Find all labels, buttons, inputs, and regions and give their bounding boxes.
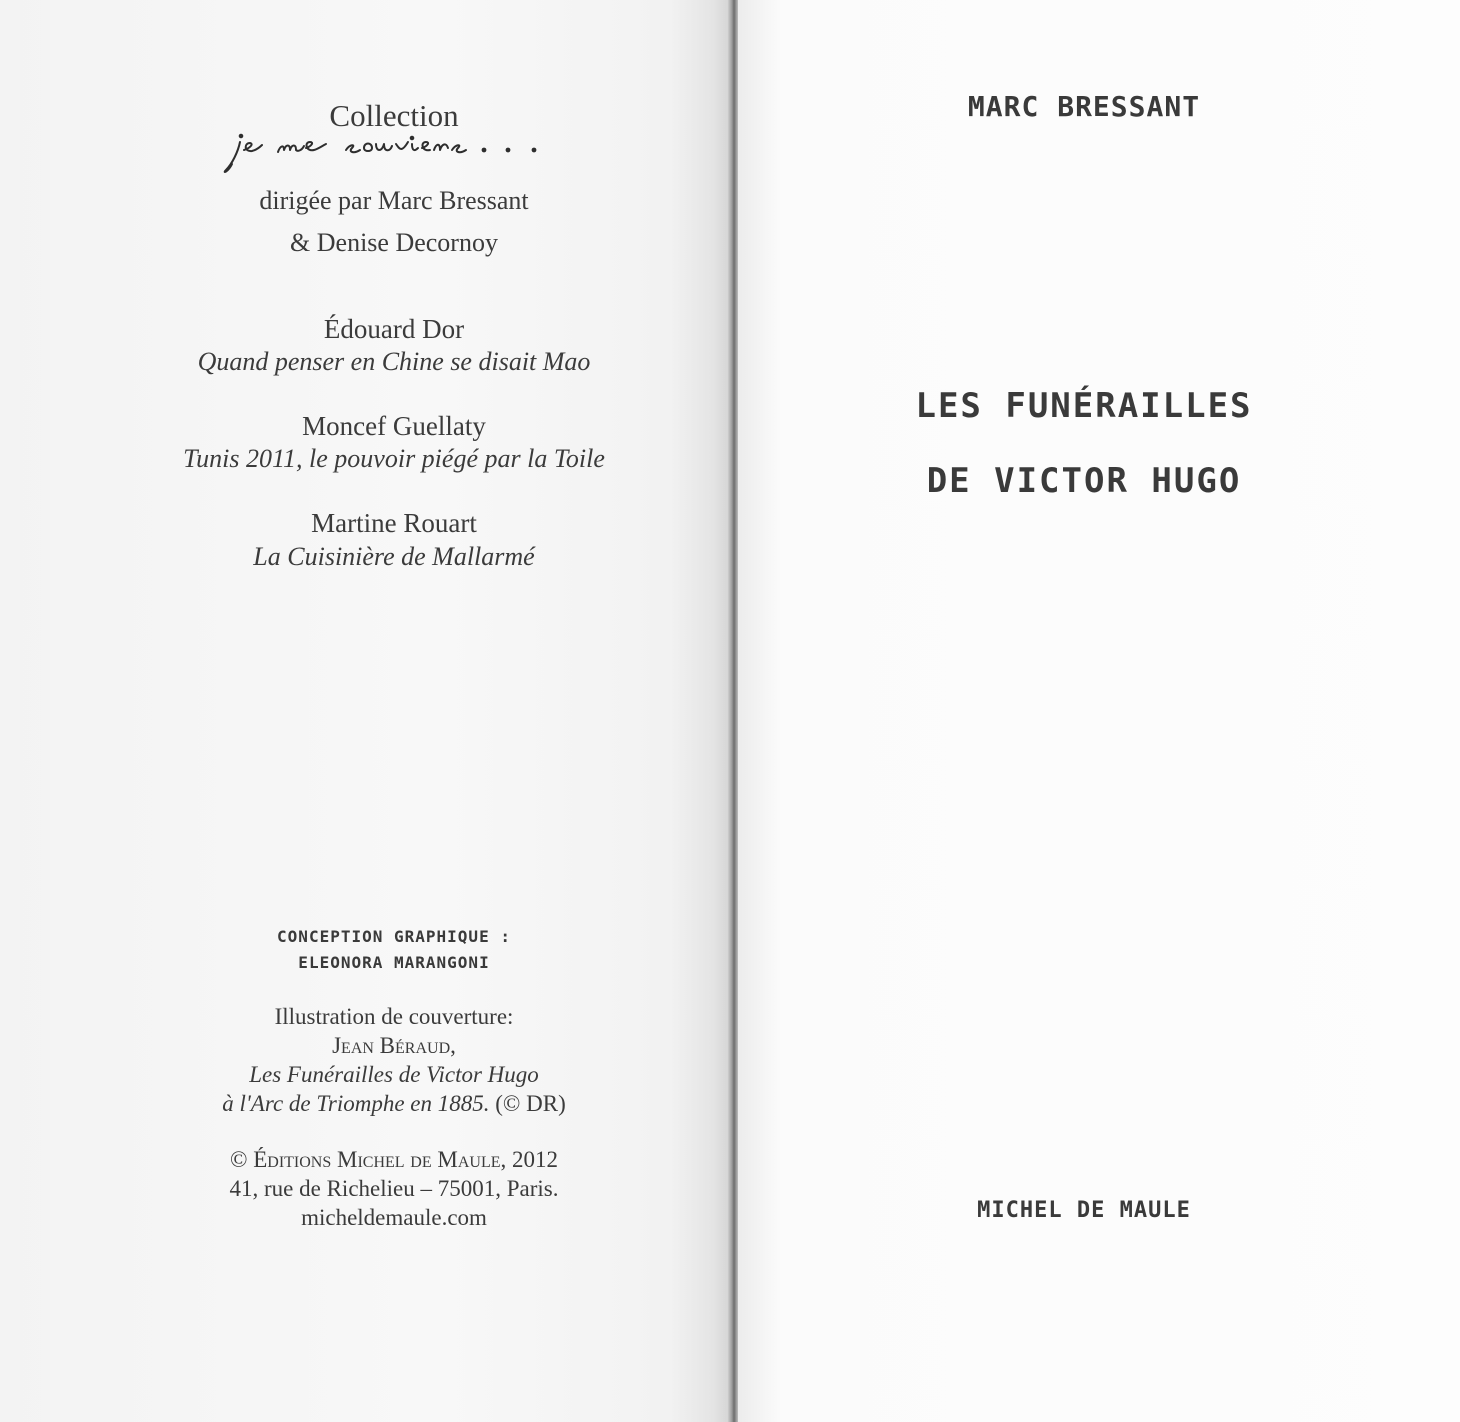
address-line: 41, rue de Richelieu – 75001, Paris. xyxy=(229,1176,559,1201)
book-author-1: Édouard Dor xyxy=(323,314,465,344)
book-title-2: Tunis 2011, le pouvoir piégé par la Toile xyxy=(183,444,605,473)
left-page xyxy=(0,0,728,1422)
book-author-2: Moncef Guellaty xyxy=(302,411,486,441)
design-credit-line2: ELEONORA MARANGONI xyxy=(298,953,490,972)
collection-script-text: je me souviens... xyxy=(218,130,225,131)
collection-script-logo xyxy=(218,130,548,180)
illustration-artist-name: Jean Béraud, xyxy=(332,1033,456,1058)
illustration-artist xyxy=(332,1033,456,1059)
book-title-1: Quand penser en Chine se disait Mao xyxy=(197,347,591,376)
illustration-label: Illustration de couverture: xyxy=(274,1004,514,1029)
illustration-title-line2: à l'Arc de Triomphe en 1885. xyxy=(222,1091,490,1116)
directed-by-line1: dirigée par Marc Bressant xyxy=(259,186,529,215)
collection-heading: Collection xyxy=(329,98,459,133)
book-gutter xyxy=(728,0,738,1422)
book-title-line1: LES FUNÉRAILLES xyxy=(915,386,1253,426)
directed-by-line2: & Denise Decornoy xyxy=(290,228,498,257)
publisher-name: MICHEL DE MAULE xyxy=(977,1198,1191,1223)
illustration-title-line1: Les Funérailles de Victor Hugo xyxy=(249,1062,539,1087)
design-credit-line1: CONCEPTION GRAPHIQUE : xyxy=(277,927,511,946)
book-author-3: Martine Rouart xyxy=(311,508,477,538)
book-title-3: La Cuisinière de Mallarmé xyxy=(253,542,535,571)
website: micheldemaule.com xyxy=(301,1205,487,1230)
illustration-title-line2-row xyxy=(222,1091,566,1117)
copyright-line: © Éditions Michel de Maule, 2012 xyxy=(229,1147,559,1172)
book-title-line2: DE VICTOR HUGO xyxy=(926,461,1242,501)
book-author: MARC BRESSANT xyxy=(967,90,1201,123)
illustration-rights: (© DR) xyxy=(495,1091,566,1116)
